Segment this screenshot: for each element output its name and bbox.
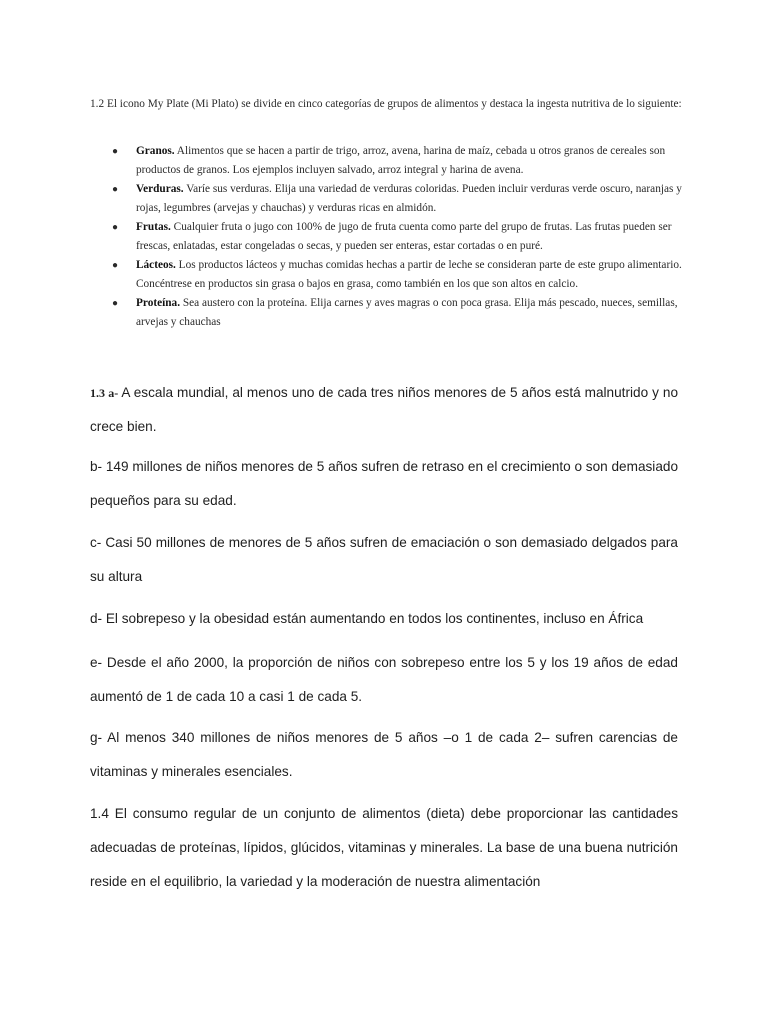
paragraph-1-4: 1.4 El consumo regular de un conjunto de alimentos (dieta) debe proporcionar las cantidades adecuadas de proteínas, lípidos, glúcidos, vitaminas y minerales. La base de una buena nutrición reside en el equilibrio, la variedad y la moderación de nuestra alimentación bbox=[90, 806, 678, 889]
paragraph-1-3-b: b- 149 millones de niños menores de 5 años sufren de retraso en el crecimiento o son demasiado pequeños para su edad. bbox=[90, 459, 678, 508]
list-item-text: Los productos lácteos y muchas comidas hechas a partir de leche se consideran parte de este grupo alimentario. Concéntrese en productos sin grasa o bajos en grasa, como también en los que son altos en calcio. bbox=[136, 259, 682, 290]
paragraph-1-3-c: c- Casi 50 millones de menores de 5 años sufren de emaciación o son demasiado delgados para su altura bbox=[90, 535, 678, 584]
bullet-icon: ● bbox=[112, 184, 119, 195]
paragraph-1-3-d: d- El sobrepeso y la obesidad están aumentando en todos los continentes, incluso en África bbox=[90, 611, 644, 626]
paragraph-1-3-a-label: 1.3 a- bbox=[90, 386, 119, 400]
list-item-text: Sea austero con la proteína. Elija carnes y aves magras o con poca grasa. Elija más pescado, nueces, semillas, arvejas y chauchas bbox=[136, 297, 678, 328]
list-item-lacteos bbox=[90, 256, 690, 294]
list-item-term: Granos. bbox=[136, 145, 175, 157]
bullet-icon: ● bbox=[112, 146, 119, 157]
section-1-2-intro: 1.2 El icono My Plate (Mi Plato) se divide en cinco categorías de grupos de alimentos y destaca la ingesta nutritiva de lo siguiente: bbox=[90, 98, 682, 110]
food-group-list bbox=[90, 142, 690, 332]
list-item-text: Varíe sus verduras. Elija una variedad de verduras coloridas. Pueden incluir verduras verde oscuro, naranjas y rojas, legumbres (arvejas y chauchas) y verduras ricas en almidón. bbox=[136, 183, 682, 214]
paragraph-1-3-a-text: A escala mundial, al menos uno de cada tres niños menores de 5 años está malnutrido y no crece bien. bbox=[90, 385, 678, 434]
list-item-verduras bbox=[90, 180, 690, 218]
paragraph-1-3-e: e- Desde el año 2000, la proporción de niños con sobrepeso entre los 5 y los 19 años de edad aumentó de 1 de cada 10 a casi 1 de cada 5. bbox=[90, 655, 678, 704]
list-item-term: Frutas. bbox=[136, 221, 171, 233]
bullet-icon: ● bbox=[112, 222, 119, 233]
paragraph-1-3-g: g- Al menos 340 millones de niños menores de 5 años –o 1 de cada 2– sufren carencias de vitaminas y minerales esenciales. bbox=[90, 730, 678, 779]
list-item-text: Alimentos que se hacen a partir de trigo, arroz, avena, harina de maíz, cebada u otros granos de cereales son productos de granos. Los ejemplos incluyen salvado, arroz integral y harina de avena. bbox=[136, 145, 666, 176]
list-item-term: Proteína. bbox=[136, 297, 181, 309]
list-item-frutas bbox=[90, 218, 690, 256]
list-item-term: Lácteos. bbox=[136, 259, 176, 271]
list-item-proteina bbox=[90, 294, 690, 332]
bullet-icon: ● bbox=[112, 260, 119, 271]
list-item-term: Verduras. bbox=[136, 183, 184, 195]
list-item-granos bbox=[90, 142, 690, 180]
bullet-icon: ● bbox=[112, 298, 119, 309]
paragraph-1-3-a bbox=[90, 376, 678, 444]
list-item-text: Cualquier fruta o jugo con 100% de jugo de fruta cuenta como parte del grupo de frutas. Las frutas pueden ser frescas, enlatadas, estar congeladas o secas, y pueden ser enteras, estar cortadas o en puré. bbox=[136, 221, 672, 252]
